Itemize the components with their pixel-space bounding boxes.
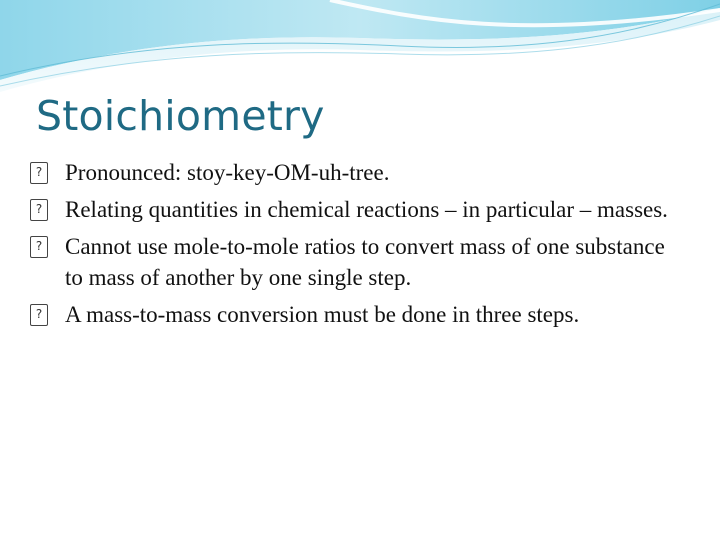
bullet-text: Cannot use mole-to-mole ratios to convert mass of one substance to mass of another by one single step. bbox=[65, 234, 665, 290]
slide-title: Stoichiometry bbox=[36, 92, 325, 140]
bullet-text: Pronounced: stoy-key-OM-uh-tree. bbox=[65, 160, 390, 185]
bullet-marker-icon: ? bbox=[30, 162, 48, 184]
bullet-marker-icon: ? bbox=[30, 199, 48, 221]
bullet-marker-icon: ? bbox=[30, 236, 48, 258]
bullet-item bbox=[30, 299, 670, 330]
bullet-text: A mass-to-mass conversion must be done in three steps. bbox=[65, 302, 580, 327]
bullet-item bbox=[30, 194, 670, 225]
bullet-item bbox=[30, 157, 670, 188]
wave-header-decoration bbox=[0, 0, 720, 95]
bullet-marker-icon: ? bbox=[30, 304, 48, 326]
bullet-text: Relating quantities in chemical reactions – in particular – masses. bbox=[65, 197, 668, 222]
bullet-item bbox=[30, 231, 670, 293]
bullet-list bbox=[30, 157, 670, 336]
